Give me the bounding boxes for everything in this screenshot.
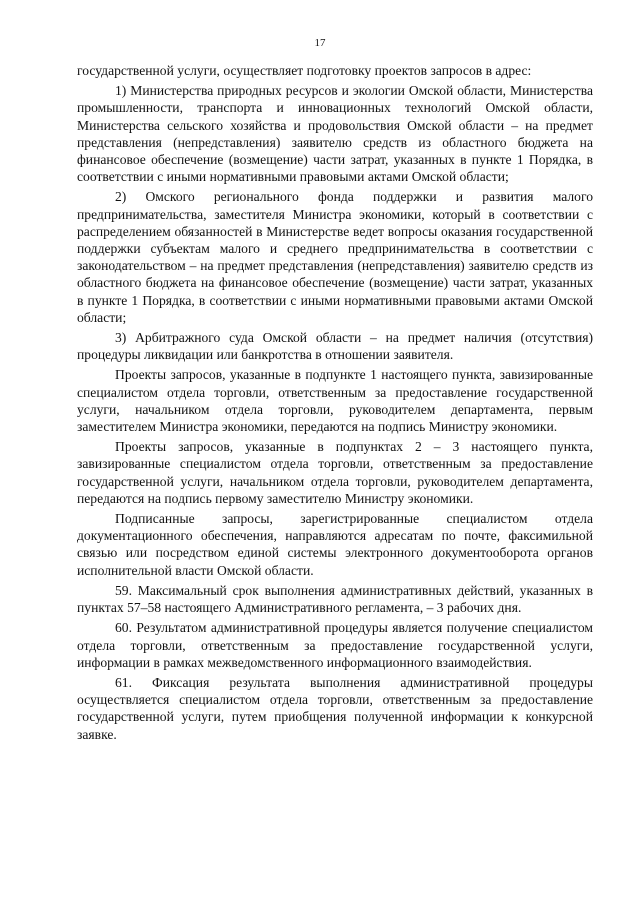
paragraph-item-60: 60. Результатом административной процедуры является получение специалистом отдела торговли, ответственным за предоставление государственной услуги, информации в рамках межведомственного информационного взаимодействия.: [77, 620, 593, 670]
document-body: [77, 62, 593, 743]
paragraph-subitem-3: 3) Арбитражного суда Омской области – на предмет наличия (отсутствия) процедуры ликвидации или банкротства в отношении заявителя.: [77, 330, 593, 363]
page-number: 17: [314, 37, 326, 49]
paragraph-signed-requests: Подписанные запросы, зарегистрированные специалистом отдела документационного обеспечения, направляются адресатам по почте, факсимильной связью или посредством единой системы электронного документооборота органов исполнительной власти Омской области.: [77, 511, 593, 578]
paragraph-item-61: 61. Фиксация результата выполнения административной процедуры осуществляется специалистом отдела торговли, ответственным за предоставление государственной услуги, путем приобщения полученной информации к конкурсной заявке.: [77, 674, 593, 742]
paragraph-item-59: 59. Максимальный срок выполнения административных действий, указанных в пунктах 57–58 настоящего Административного регламента, – 3 рабочих дня.: [77, 582, 593, 616]
paragraph-continuation: государственной услуги, осуществляет подготовку проектов запросов в адрес:: [77, 63, 532, 78]
paragraph-drafts-subitems-2-3: Проекты запросов, указанные в подпунктах 2 – 3 настоящего пункта, завизированные специалистом отдела торговли, ответственным за предоставление государственной услуги, начальником отдела торговли, руководителем департамента, передаются на подпись первому заместителю Министру экономики.: [77, 439, 593, 506]
paragraph-subitem-1: 1) Министерства природных ресурсов и экологии Омской области, Министерства промышленности, транспорта и инновационных технологий Омской области, Министерства сельского хозяйства и продовольствия Омской области – на предмет представления (непредставления) заявителю средств из областного бюджета на финансовое обеспечение (возмещение) части затрат, указанных в пункте 1 Порядка, в соответствии с иными нормативными правовыми актами Омской области;: [77, 83, 593, 185]
paragraph-subitem-2: 2) Омского регионального фонда поддержки и развития малого предпринимательства, заместителя Министра экономики, который в соответствии с распределением обязанностей в Министерстве ведет вопросы оказания государственной поддержки субъектам малого и среднего предпринимательства в соответствии с законодательством – на предмет представления (непредставления) заявителю средств из областного бюджета на финансовое обеспечение (возмещение) части затрат, указанных в пункте 1 Порядка, в соответствии с иными нормативными правовыми актами Омской области;: [77, 189, 593, 325]
paragraph-drafts-subitem-1: Проекты запросов, указанные в подпункте 1 настоящего пункта, завизированные специалистом отдела торговли, ответственным за предоставление государственной услуги, начальником отдела торговли, руководителем департамента, первым заместителем Министра экономики, передаются на подпись Министру экономики.: [77, 367, 593, 435]
